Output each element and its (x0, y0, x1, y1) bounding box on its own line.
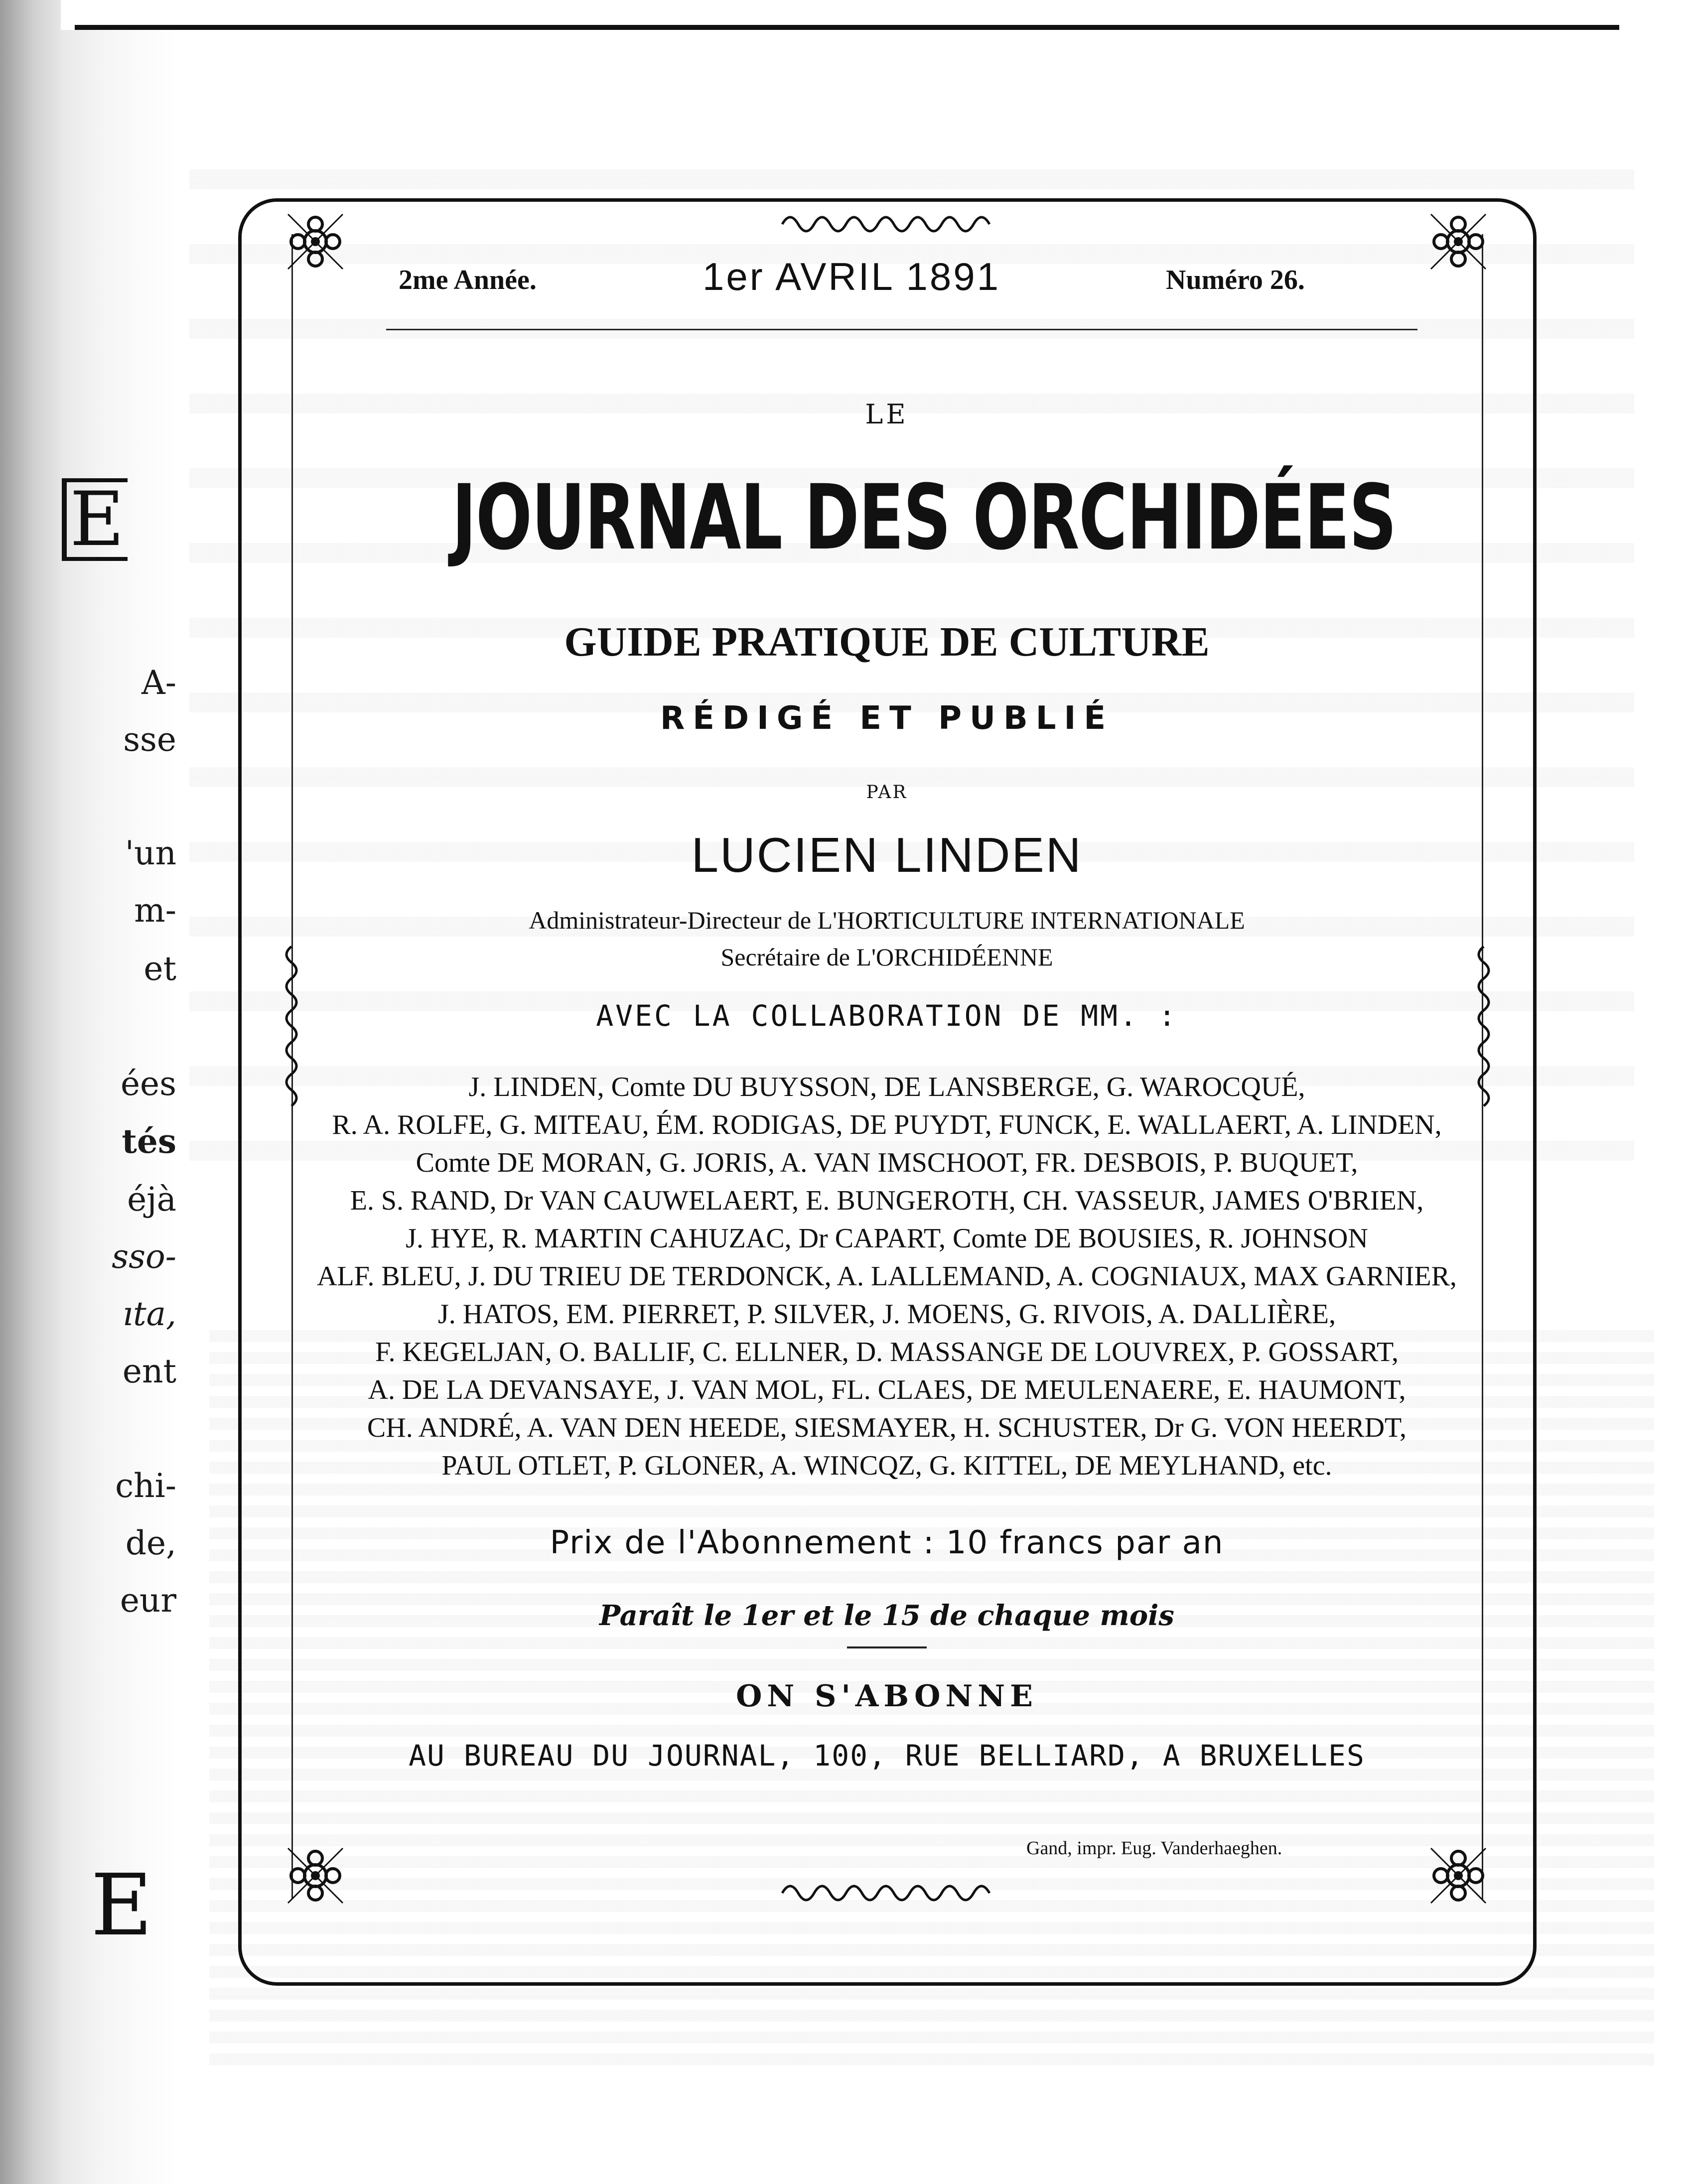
prev-page-word: chi- (115, 1467, 176, 1505)
corner-ornament-top-right-icon (1426, 209, 1491, 274)
printer-imprint: Gand, impr. Eug. Vanderhaeghen. (1026, 1838, 1282, 1859)
author-role-2: Secrétaire de L'ORCHIDÉENNE (720, 943, 1053, 971)
corner-ornament-top-left-icon (283, 209, 348, 274)
prev-page-word: ent (122, 1352, 176, 1390)
wavy-ornament-bottom (777, 1878, 996, 1908)
previous-page-fragment (61, 30, 176, 2184)
collaborator-line: F. KEGELJAN, O. BALLIF, C. ELLNER, D. MASSANGE DE LOUVREX, P. GOSSART, (375, 1337, 1399, 1367)
header-rule (386, 329, 1417, 330)
prev-page-big-letter: E (62, 478, 128, 561)
prev-page-word: et (143, 950, 176, 988)
collaborator-line: A. DE LA DEVANSAYE, J. VAN MOL, FL. CLAES, DE MEULENAERE, E. HAUMONT, (368, 1374, 1406, 1405)
author-name: LUCIEN LINDEN (691, 827, 1083, 882)
wavy-ornament-top (777, 204, 996, 234)
prev-page-word: sse (123, 720, 176, 759)
prev-page-word: eur (120, 1581, 176, 1620)
subscription-price: Prix de l'Abonnement : 10 francs par an (550, 1524, 1224, 1561)
redige-et-publie: RÉDIGÉ ET PUBLIÉ (660, 700, 1114, 737)
publication-frequency: Paraît le 1er et le 15 de chaque mois (599, 1599, 1174, 1632)
collaborator-line: R. A. ROLFE, G. MITEAU, ÉM. RODIGAS, DE PUYDT, FUNCK, E. WALLAERT, A. LINDEN, (332, 1109, 1442, 1140)
collaborator-line: CH. ANDRÉ, A. VAN DEN HEEDE, SIESMAYER, H. SCHUSTER, Dr G. VON HEERDT, (367, 1412, 1407, 1443)
book-binding-shadow (0, 0, 61, 2184)
journal-title: JOURNAL DES ORCHIDÉES (451, 466, 1396, 570)
prev-page-word: m- (134, 891, 176, 930)
collaborator-line: J. LINDEN, Comte DU BUYSSON, DE LANSBERGE, G. WAROCQUÉ, (468, 1072, 1305, 1102)
issue-year: 2me Année. (399, 265, 537, 295)
collaboration-heading: AVEC LA COLLABORATION DE MM. : (596, 999, 1178, 1033)
corner-ornament-bottom-left-icon (283, 1843, 348, 1908)
prev-page-word: A- (141, 664, 176, 702)
collaborator-line: J. HYE, R. MARTIN CAHUZAC, Dr CAPART, Comte DE BOUSIES, R. JOHNSON (406, 1223, 1368, 1254)
collaborator-line: E. S. RAND, Dr VAN CAUWELAERT, E. BUNGEROTH, CH. VASSEUR, JAMES O'BRIEN, (350, 1185, 1424, 1216)
prev-page-big-letter: E (91, 1856, 153, 1955)
prev-page-word: tés (122, 1122, 176, 1161)
prev-page-word: 'un (125, 834, 176, 872)
corner-ornament-bottom-right-icon (1426, 1843, 1491, 1908)
collaborator-line: ALF. BLEU, J. DU TRIEU DE TERDONCK, A. LALLEMAND, A. COGNIAUX, MAX GARNIER, (317, 1261, 1457, 1292)
subscription-address: AU BUREAU DU JOURNAL, 100, RUE BELLIARD, A BRUXELLES (409, 1739, 1365, 1773)
collaborator-line: J. HATOS, EM. PIERRET, P. SILVER, J. MOENS, G. RIVOIS, A. DALLIÈRE, (437, 1299, 1336, 1330)
prev-page-word: éjà (127, 1180, 176, 1219)
journal-subtitle: GUIDE PRATIQUE DE CULTURE (564, 619, 1210, 665)
short-rule (847, 1646, 927, 1648)
issue-date: 1er AVRIL 1891 (703, 255, 1001, 298)
collaborator-line: Comte DE MORAN, G. JORIS, A. VAN IMSCHOOT, FR. DESBOIS, P. BUQUET, (416, 1147, 1358, 1178)
title-article: LE (865, 399, 909, 430)
prev-page-word: ıta, (123, 1295, 176, 1333)
prev-page-word: de, (125, 1524, 176, 1562)
par-label: PAR (866, 782, 908, 803)
collaborator-line: PAUL OTLET, P. GLONER, A. WINCQZ, G. KITTEL, DE MEYLHAND, etc. (441, 1450, 1332, 1481)
on-sabonne: ON S'ABONNE (736, 1679, 1038, 1714)
prev-page-word: sso- (112, 1237, 176, 1276)
author-role-1: Administrateur-Directeur de L'HORTICULTURE INTERNATIONALE (529, 906, 1245, 934)
prev-page-word: ées (121, 1065, 176, 1103)
issue-number: Numéro 26. (1166, 265, 1305, 295)
wavy-ornament-right (1471, 942, 1496, 1111)
scan-top-rule (75, 25, 1619, 30)
